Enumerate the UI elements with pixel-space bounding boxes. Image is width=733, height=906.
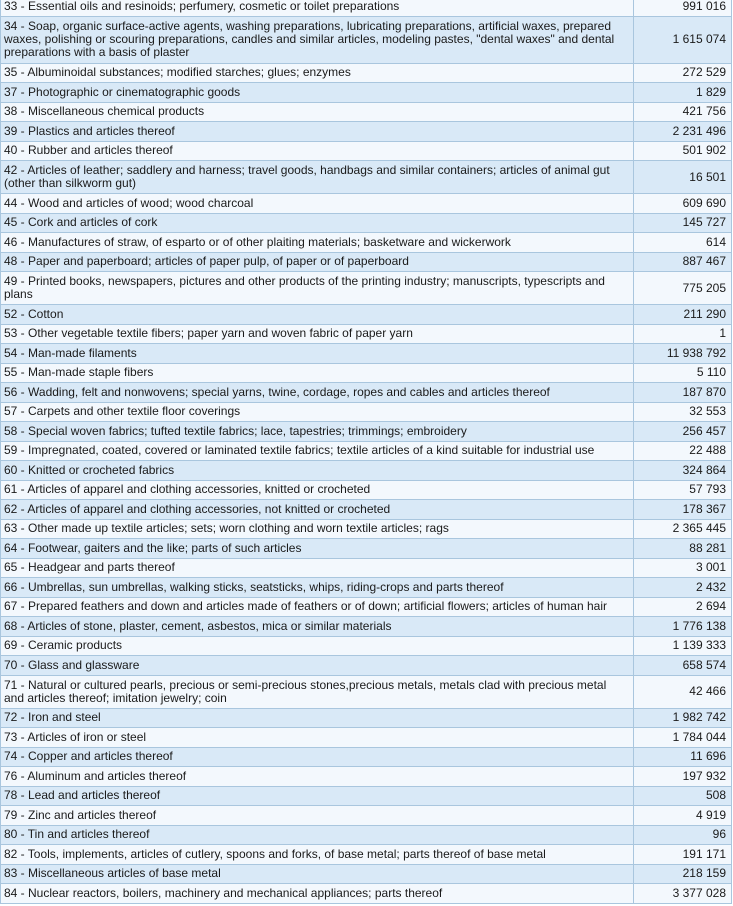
product-description: 44 - Wood and articles of wood; wood charcoal: [1, 194, 634, 214]
table-row: [1, 578, 732, 598]
product-value: 501 902: [634, 141, 732, 161]
table-row: [1, 383, 732, 403]
product-description: 33 - Essential oils and resinoids; perfumery, cosmetic or toilet preparations: [1, 0, 634, 16]
product-description: 70 - Glass and glassware: [1, 656, 634, 676]
product-value: 1 615 074: [634, 16, 732, 63]
product-description: 60 - Knitted or crocheted fabrics: [1, 461, 634, 481]
product-description: 39 - Plastics and articles thereof: [1, 122, 634, 142]
table-row: [1, 656, 732, 676]
product-value: 2 365 445: [634, 519, 732, 539]
product-value: 197 932: [634, 767, 732, 787]
table-row: [1, 825, 732, 845]
product-value: 2 231 496: [634, 122, 732, 142]
table-row: [1, 344, 732, 364]
table-row: [1, 480, 732, 500]
product-value: 88 281: [634, 539, 732, 559]
product-value: 187 870: [634, 383, 732, 403]
product-value: 609 690: [634, 194, 732, 214]
product-description: 42 - Articles of leather; saddlery and harness; travel goods, handbags and similar containers; articles of animal gut (other than silkworm gut): [1, 161, 634, 194]
product-description: 71 - Natural or cultured pearls, precious or semi-precious stones,precious metals, metals clad with precious metal and articles thereof; imitation jewelry; coin: [1, 675, 634, 708]
product-value: 4 919: [634, 806, 732, 826]
table-row: [1, 161, 732, 194]
product-value: 145 727: [634, 213, 732, 233]
table-row: [1, 617, 732, 637]
table-row: [1, 786, 732, 806]
product-description: 55 - Man-made staple fibers: [1, 363, 634, 383]
table-row: [1, 0, 732, 16]
product-value: 16 501: [634, 161, 732, 194]
table-row: [1, 233, 732, 253]
product-description: 53 - Other vegetable textile fibers; paper yarn and woven fabric of paper yarn: [1, 324, 634, 344]
table-row: [1, 806, 732, 826]
product-value: 1 139 333: [634, 636, 732, 656]
product-description: 56 - Wadding, felt and nonwovens; special yarns, twine, cordage, ropes and cables and articles thereof: [1, 383, 634, 403]
product-value: 191 171: [634, 845, 732, 865]
product-description: 49 - Printed books, newspapers, pictures and other products of the printing industry; manuscripts, typescripts and plans: [1, 272, 634, 305]
product-description: 80 - Tin and articles thereof: [1, 825, 634, 845]
table-row: [1, 461, 732, 481]
table-row: [1, 747, 732, 767]
table-row: [1, 63, 732, 83]
table-row: [1, 305, 732, 325]
table-row: [1, 636, 732, 656]
product-description: 76 - Aluminum and articles thereof: [1, 767, 634, 787]
table-row: [1, 708, 732, 728]
product-value: 658 574: [634, 656, 732, 676]
product-description: 45 - Cork and articles of cork: [1, 213, 634, 233]
product-description: 38 - Miscellaneous chemical products: [1, 102, 634, 122]
table-row: [1, 252, 732, 272]
product-description: 58 - Special woven fabrics; tufted textile fabrics; lace, tapestries; trimmings; embroidery: [1, 422, 634, 442]
product-value: 272 529: [634, 63, 732, 83]
product-value: 96: [634, 825, 732, 845]
product-value: 22 488: [634, 441, 732, 461]
product-description: 48 - Paper and paperboard; articles of paper pulp, of paper or of paperboard: [1, 252, 634, 272]
product-description: 64 - Footwear, gaiters and the like; parts of such articles: [1, 539, 634, 559]
table-row: [1, 83, 732, 103]
product-value: 614: [634, 233, 732, 253]
product-value: 11 938 792: [634, 344, 732, 364]
product-value: 1 784 044: [634, 728, 732, 748]
table-row: [1, 558, 732, 578]
product-value: 3 377 028: [634, 884, 732, 904]
product-description: 62 - Articles of apparel and clothing accessories, not knitted or crocheted: [1, 500, 634, 520]
product-description: 73 - Articles of iron or steel: [1, 728, 634, 748]
product-value: 1 829: [634, 83, 732, 103]
product-description: 74 - Copper and articles thereof: [1, 747, 634, 767]
table-row: [1, 141, 732, 161]
product-description: 78 - Lead and articles thereof: [1, 786, 634, 806]
table-row: [1, 597, 732, 617]
product-description: 82 - Tools, implements, articles of cutlery, spoons and forks, of base metal; parts thereof of base metal: [1, 845, 634, 865]
table-row: [1, 864, 732, 884]
product-value: 2 432: [634, 578, 732, 598]
table-row: [1, 500, 732, 520]
table-row: [1, 122, 732, 142]
product-value: 991 016: [634, 0, 732, 16]
table-row: [1, 519, 732, 539]
product-description: 63 - Other made up textile articles; sets; worn clothing and worn textile articles; rags: [1, 519, 634, 539]
table-row: [1, 102, 732, 122]
product-description: 35 - Albuminoidal substances; modified starches; glues; enzymes: [1, 63, 634, 83]
product-value: 1 982 742: [634, 708, 732, 728]
table-row: [1, 16, 732, 63]
product-description: 61 - Articles of apparel and clothing accessories, knitted or crocheted: [1, 480, 634, 500]
table-row: [1, 728, 732, 748]
product-value: 2 694: [634, 597, 732, 617]
product-value: 1: [634, 324, 732, 344]
product-value: 11 696: [634, 747, 732, 767]
table-row: [1, 194, 732, 214]
table-row: [1, 402, 732, 422]
product-description: 84 - Nuclear reactors, boilers, machinery and mechanical appliances; parts thereof: [1, 884, 634, 904]
product-description: 72 - Iron and steel: [1, 708, 634, 728]
product-value: 178 367: [634, 500, 732, 520]
product-description: 52 - Cotton: [1, 305, 634, 325]
product-description: 65 - Headgear and parts thereof: [1, 558, 634, 578]
product-description: 54 - Man-made filaments: [1, 344, 634, 364]
table-row: [1, 422, 732, 442]
table-row: [1, 213, 732, 233]
product-value: 5 110: [634, 363, 732, 383]
product-description: 67 - Prepared feathers and down and articles made of feathers or of down; artificial flowers; articles of human hair: [1, 597, 634, 617]
product-description: 83 - Miscellaneous articles of base metal: [1, 864, 634, 884]
product-value: 218 159: [634, 864, 732, 884]
product-description: 79 - Zinc and articles thereof: [1, 806, 634, 826]
product-value: 42 466: [634, 675, 732, 708]
product-description: 69 - Ceramic products: [1, 636, 634, 656]
table-row: [1, 539, 732, 559]
product-value: 324 864: [634, 461, 732, 481]
product-value: 1 776 138: [634, 617, 732, 637]
table-row: [1, 441, 732, 461]
product-description: 68 - Articles of stone, plaster, cement, asbestos, mica or similar materials: [1, 617, 634, 637]
product-description: 57 - Carpets and other textile floor coverings: [1, 402, 634, 422]
table-row: [1, 272, 732, 305]
table-row: [1, 324, 732, 344]
product-value: 57 793: [634, 480, 732, 500]
table-row: [1, 767, 732, 787]
product-value: 32 553: [634, 402, 732, 422]
product-value: 3 001: [634, 558, 732, 578]
product-description: 40 - Rubber and articles thereof: [1, 141, 634, 161]
product-description: 59 - Impregnated, coated, covered or laminated textile fabrics; textile articles of a kind suitable for industrial use: [1, 441, 634, 461]
product-value: 421 756: [634, 102, 732, 122]
table-row: [1, 884, 732, 904]
table-row: [1, 675, 732, 708]
product-description: 66 - Umbrellas, sun umbrellas, walking sticks, seatsticks, whips, riding-crops and parts thereof: [1, 578, 634, 598]
table-row: [1, 363, 732, 383]
product-description: 37 - Photographic or cinematographic goods: [1, 83, 634, 103]
table-row: [1, 845, 732, 865]
product-value: 887 467: [634, 252, 732, 272]
product-value: 211 290: [634, 305, 732, 325]
product-description: 34 - Soap, organic surface-active agents, washing preparations, lubricating preparations, artificial waxes, prepared waxes, polishing or scouring preparations, candles and similar articles, modeling pastes, "dental waxes" and dental preparations with a basis of plaster: [1, 16, 634, 63]
product-description: 46 - Manufactures of straw, of esparto or of other plaiting materials; basketware and wickerwork: [1, 233, 634, 253]
product-value: 775 205: [634, 272, 732, 305]
product-value: 508: [634, 786, 732, 806]
product-value: 256 457: [634, 422, 732, 442]
